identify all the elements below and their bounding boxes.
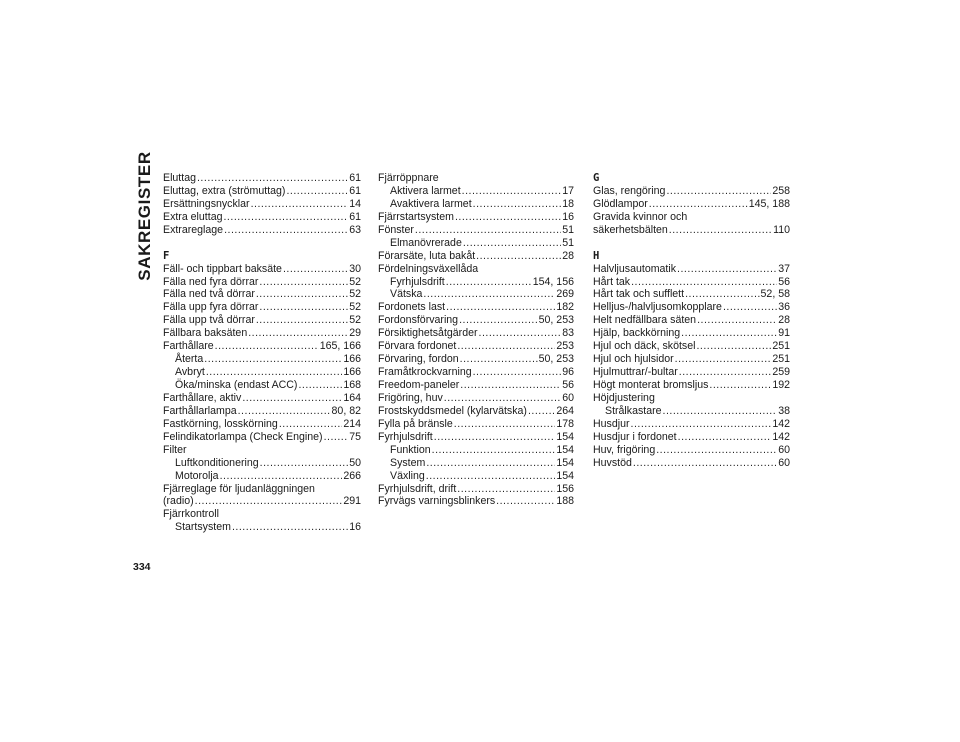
entry-term: Öka/minska (endast ACC) [175, 379, 298, 391]
entry-term: Extrareglage [163, 223, 224, 236]
entry-page-refs: 91 [778, 327, 790, 340]
entry-term: Freedom-paneler [378, 379, 460, 391]
index-entry [593, 353, 790, 366]
entry-term: (radio) [163, 495, 194, 508]
section-title-vertical [133, 151, 157, 281]
index-letter-heading: G [593, 172, 600, 184]
entry-term: Växling [390, 469, 425, 482]
index-entry [163, 340, 361, 353]
entry-term: Förvaring, fordon [378, 353, 459, 366]
dot-leader [206, 366, 342, 379]
entry-term: Fyrhjulsdrift [378, 430, 433, 443]
index-entry [593, 431, 790, 444]
index-entry [163, 314, 361, 327]
entry-page-refs: 145, 188 [748, 197, 790, 210]
entry-page-refs: 110 [773, 223, 790, 236]
index-entry [378, 211, 574, 224]
entry-page-refs: 83 [562, 327, 574, 340]
entry-term: Farthållare, aktiv [163, 391, 242, 404]
dot-leader [426, 470, 556, 483]
entry-page-refs: 291 [343, 495, 361, 508]
dot-leader [204, 353, 342, 366]
entry-page-refs: 16 [349, 521, 361, 534]
entry-term: Husdjur i fordonet [593, 430, 677, 443]
entry-page-refs: 251 [772, 340, 790, 353]
index-entry-heading: Gravida kvinnor och [593, 210, 688, 223]
entry-page-refs: 60 [562, 391, 574, 404]
entry-term: Fordonets last [378, 301, 446, 314]
entry-term: Elmanövrerade [390, 236, 462, 249]
index-subentry [378, 457, 574, 470]
dot-leader [283, 263, 348, 276]
entry-page-refs: 61 [349, 172, 361, 184]
entry-page-refs: 253 [556, 340, 574, 353]
entry-page-refs: 28 [778, 314, 790, 327]
entry-term: Aktivera larmet [390, 184, 461, 197]
index-entry [163, 431, 361, 444]
index-subentry [163, 470, 361, 483]
entry-page-refs: 61 [349, 210, 361, 223]
index-column-3 [593, 172, 790, 470]
dot-leader [631, 418, 772, 431]
entry-page-refs: 50, 253 [538, 353, 574, 366]
index-entry [378, 366, 574, 379]
entry-page-refs: 166 [343, 353, 361, 366]
index-entry-heading: Fjärröppnare [378, 172, 439, 184]
entry-term: Motorolja [175, 469, 219, 482]
entry-term: Fastkörning, losskörning [163, 417, 278, 430]
index-entry [163, 185, 361, 198]
index-entry [593, 457, 790, 470]
dot-leader [232, 521, 348, 534]
index-subentry [163, 521, 361, 534]
dot-leader [223, 211, 348, 224]
entry-page-refs: 214 [343, 417, 361, 430]
index-letter-heading: H [593, 249, 600, 262]
dot-leader [256, 314, 348, 327]
entry-page-refs: 154 [556, 443, 574, 456]
index-entry [163, 198, 361, 211]
dot-leader [678, 431, 772, 444]
index-entry [163, 301, 361, 314]
dot-leader [434, 431, 556, 444]
dot-leader [460, 379, 561, 392]
entry-page-refs: 36 [778, 301, 790, 314]
dot-leader [666, 185, 771, 198]
index-entry [163, 495, 361, 508]
index-entry-heading: Fjärreglage för ljudanläggningen [163, 482, 315, 495]
index-entry [378, 431, 574, 444]
entry-page-refs: 168 [343, 379, 361, 391]
entry-page-refs: 50 [349, 456, 361, 469]
entry-term: Fäll- och tippbart baksäte [163, 262, 282, 275]
entry-page-refs: 142 [772, 430, 790, 443]
entry-term: Strålkastare [605, 404, 662, 417]
dot-leader [242, 392, 342, 405]
entry-page-refs: 266 [343, 469, 361, 482]
entry-term: Startsystem [175, 521, 231, 534]
index-entry [378, 405, 574, 418]
entry-page-refs: 63 [349, 223, 361, 236]
index-entry [163, 224, 361, 237]
entry-page-refs: 258 [772, 184, 790, 197]
entry-page-refs: 52 [349, 314, 361, 327]
dot-leader [723, 301, 777, 314]
index-subentry [593, 405, 790, 418]
index-entry [163, 288, 361, 301]
entry-page-refs: 164 [343, 391, 361, 404]
entry-page-refs: 52, 58 [760, 288, 790, 301]
index-entry-heading: Filter [163, 443, 187, 456]
dot-leader [286, 185, 348, 198]
entry-term: System [390, 456, 426, 469]
entry-page-refs: 80, 82 [331, 404, 361, 417]
dot-leader [251, 198, 349, 211]
dot-leader [675, 353, 772, 366]
dot-leader [685, 288, 759, 301]
dot-leader [473, 366, 562, 379]
index-entry-heading: Fjärrkontroll [163, 508, 219, 521]
entry-term: Fylla på bränsle [378, 417, 453, 430]
entry-term: Hårt tak och sufflett [593, 288, 685, 301]
entry-page-refs: 165, 166 [319, 340, 361, 353]
entry-term: Fyrhjulsdrift, drift [378, 482, 457, 495]
entry-term: Fällbara baksäten [163, 327, 248, 340]
entry-term: Fjärrstartsystem [378, 210, 454, 223]
dot-leader [195, 495, 343, 508]
entry-term: Hjul och hjulsidor [593, 353, 674, 366]
entry-term: Hjulmuttrar/-bultar [593, 366, 678, 379]
entry-term: Funktion [390, 443, 431, 456]
index-entry [378, 250, 574, 263]
index-subentry [378, 288, 574, 301]
entry-term: Glas, rengöring [593, 184, 666, 197]
entry-term: Frigöring, huv [378, 391, 443, 404]
entry-term: Frostskyddsmedel (kylarvätska) [378, 404, 527, 417]
entry-page-refs: 60 [778, 456, 790, 469]
index-subentry [378, 237, 574, 250]
entry-page-refs: 188 [556, 495, 574, 508]
dot-leader [260, 457, 349, 470]
entry-term: Farthållare [163, 340, 214, 353]
dot-leader [473, 198, 562, 211]
index-entry [593, 276, 790, 289]
dot-leader [696, 340, 771, 353]
entry-term: Avaktivera larmet [390, 197, 472, 210]
dot-leader [220, 470, 343, 483]
entry-page-refs: 16 [562, 210, 574, 223]
index-entry [378, 379, 574, 392]
dot-leader [631, 276, 777, 289]
entry-term: Halvljusautomatik [593, 262, 677, 275]
dot-leader [476, 250, 561, 263]
entry-page-refs: 56 [778, 275, 790, 288]
entry-page-refs: 156 [556, 482, 574, 495]
dot-leader [669, 224, 772, 237]
entry-term: Farthållarlampa [163, 404, 237, 417]
entry-term: Eluttag [163, 172, 196, 184]
index-column-2 [378, 172, 574, 508]
index-subentry [163, 353, 361, 366]
entry-page-refs: 17 [562, 184, 574, 197]
dot-leader [454, 418, 556, 431]
entry-page-refs: 154 [556, 456, 574, 469]
entry-term: Fordonsförvaring [378, 314, 459, 327]
entry-page-refs: 142 [772, 417, 790, 430]
index-entry [378, 353, 574, 366]
index-entry [593, 301, 790, 314]
index-entry [378, 418, 574, 431]
index-entry [593, 340, 790, 353]
dot-leader [324, 431, 349, 444]
index-entry [593, 379, 790, 392]
entry-term: Huvstöd [593, 456, 632, 469]
dot-leader [426, 457, 555, 470]
dot-leader [248, 327, 348, 340]
dot-leader [462, 185, 562, 198]
entry-page-refs: 96 [562, 366, 574, 379]
index-entry [163, 263, 361, 276]
entry-term: Luftkonditionering [175, 456, 259, 469]
dot-leader [457, 340, 555, 353]
index-entry [378, 495, 574, 508]
entry-page-refs: 154, 156 [532, 275, 574, 288]
entry-term: Hårt tak [593, 275, 631, 288]
dot-leader [279, 418, 342, 431]
index-subentry [378, 276, 574, 289]
entry-page-refs: 75 [349, 430, 361, 443]
entry-term: Ersättningsnycklar [163, 197, 250, 210]
dot-leader [197, 172, 348, 185]
dot-leader [459, 314, 538, 327]
index-entry [593, 366, 790, 379]
entry-term: Eluttag, extra (strömuttag) [163, 184, 286, 197]
dot-leader [259, 276, 348, 289]
index-entry [378, 224, 574, 237]
entry-page-refs: 259 [772, 366, 790, 379]
entry-term: Fyrhjulsdrift [390, 275, 445, 288]
entry-term: Avbryt [175, 366, 205, 379]
entry-term: Vätska [390, 288, 423, 301]
entry-page-refs: 30 [349, 262, 361, 275]
entry-term: Fälla ned två dörrar [163, 288, 255, 301]
entry-page-refs: 51 [562, 223, 574, 236]
dot-leader [457, 483, 555, 496]
entry-term: Extra eluttag [163, 210, 223, 223]
index-subentry [378, 444, 574, 457]
index-entry [163, 405, 361, 418]
dot-leader [656, 444, 777, 457]
entry-term: Försiktighetsåtgärder [378, 327, 478, 340]
entry-page-refs: 28 [562, 249, 574, 262]
entry-page-refs: 269 [556, 288, 574, 301]
index-entry [593, 198, 790, 211]
entry-page-refs: 178 [556, 417, 574, 430]
index-subentry [378, 470, 574, 483]
entry-term: Förvara fordonet [378, 340, 457, 353]
entry-page-refs: 154 [556, 430, 574, 443]
dot-leader [444, 392, 561, 405]
index-entry [593, 314, 790, 327]
entry-term: säkerhetsbälten [593, 223, 668, 236]
entry-page-refs: 37 [778, 262, 790, 275]
page-number: 334 [133, 561, 151, 573]
dot-leader [415, 224, 561, 237]
entry-term: Felindikatorlampa (Check Engine) [163, 430, 323, 443]
entry-page-refs: 61 [349, 184, 361, 197]
index-entry [593, 224, 790, 237]
dot-leader [663, 405, 778, 418]
index-entry [163, 327, 361, 340]
index-subentry [163, 457, 361, 470]
entry-term: Huv, frigöring [593, 443, 656, 456]
index-entry [593, 444, 790, 457]
dot-leader [446, 276, 532, 289]
dot-leader [679, 366, 772, 379]
index-entry [378, 314, 574, 327]
index-entry [593, 327, 790, 340]
entry-page-refs: 50, 253 [538, 314, 574, 327]
dot-leader [681, 327, 777, 340]
entry-term: Fälla upp fyra dörrar [163, 301, 259, 314]
index-entry [378, 340, 574, 353]
entry-page-refs: 51 [562, 236, 574, 249]
entry-term: Fälla upp två dörrar [163, 314, 255, 327]
index-entry [163, 172, 361, 185]
index-entry-heading: Fördelningsväxellåda [378, 262, 479, 275]
dot-leader [256, 288, 348, 301]
entry-term: Helt nedfällbara säten [593, 314, 697, 327]
index-entry [378, 483, 574, 496]
entry-page-refs: 166 [343, 366, 361, 379]
spacer [593, 237, 790, 250]
index-entry-heading: Höjdjustering [593, 391, 655, 404]
entry-page-refs: 264 [556, 404, 574, 417]
entry-page-refs: 38 [778, 404, 790, 417]
dot-leader [224, 224, 348, 237]
dot-leader [479, 327, 562, 340]
dot-leader [633, 457, 777, 470]
dot-leader [238, 405, 331, 418]
spacer [163, 237, 361, 250]
entry-term: Husdjur [593, 417, 630, 430]
entry-page-refs: 52 [349, 275, 361, 288]
dot-leader [697, 314, 777, 327]
dot-leader [455, 211, 561, 224]
dot-leader [649, 198, 748, 211]
entry-page-refs: 52 [349, 288, 361, 301]
entry-term: Hjul och däck, skötsel [593, 340, 696, 353]
dot-leader [432, 444, 556, 457]
index-entry [378, 327, 574, 340]
index-subentry [163, 366, 361, 379]
entry-page-refs: 60 [778, 443, 790, 456]
index-entry [163, 276, 361, 289]
entry-term: Fyrvägs varningsblinkers [378, 495, 496, 508]
dot-leader [259, 301, 348, 314]
dot-leader [215, 340, 319, 353]
index-entry [163, 418, 361, 431]
index-entry [593, 185, 790, 198]
index-entry [378, 392, 574, 405]
index-letter-heading: F [163, 249, 170, 262]
entry-term: Helljus-/halvljusomkopplare [593, 301, 722, 314]
entry-term: Hjälp, backkörning [593, 327, 681, 340]
entry-term: Återta [175, 353, 204, 366]
index-entry [163, 392, 361, 405]
index-subentry [378, 185, 574, 198]
entry-page-refs: 29 [349, 327, 361, 340]
entry-term: Fönster [378, 223, 414, 236]
entry-page-refs: 182 [556, 301, 574, 314]
index-entry [163, 211, 361, 224]
index-subentry [378, 198, 574, 211]
index-entry [593, 418, 790, 431]
entry-page-refs: 14 [349, 197, 361, 210]
dot-leader [460, 353, 538, 366]
index-entry [378, 301, 574, 314]
dot-leader [528, 405, 555, 418]
dot-leader [423, 288, 555, 301]
entry-page-refs: 154 [556, 469, 574, 482]
entry-term: Glödlampor [593, 197, 648, 210]
dot-leader [463, 237, 561, 250]
dot-leader [677, 263, 777, 276]
dot-leader [709, 379, 771, 392]
entry-page-refs: 251 [772, 353, 790, 366]
dot-leader [446, 301, 555, 314]
index-entry [593, 263, 790, 276]
entry-term: Högt monterat bromsljus [593, 379, 709, 391]
entry-page-refs: 192 [772, 379, 790, 391]
entry-term: Fälla ned fyra dörrar [163, 275, 259, 288]
index-subentry [163, 379, 361, 392]
dot-leader [496, 495, 555, 508]
index-column-1 [163, 172, 361, 534]
entry-page-refs: 56 [562, 379, 574, 391]
entry-page-refs: 52 [349, 301, 361, 314]
entry-term: Förarsäte, luta bakåt [378, 249, 476, 262]
entry-term: Framåtkrockvarning [378, 366, 472, 379]
dot-leader [298, 379, 342, 392]
section-title: SAKREGISTER [135, 151, 154, 281]
index-entry [593, 288, 790, 301]
entry-page-refs: 18 [562, 197, 574, 210]
